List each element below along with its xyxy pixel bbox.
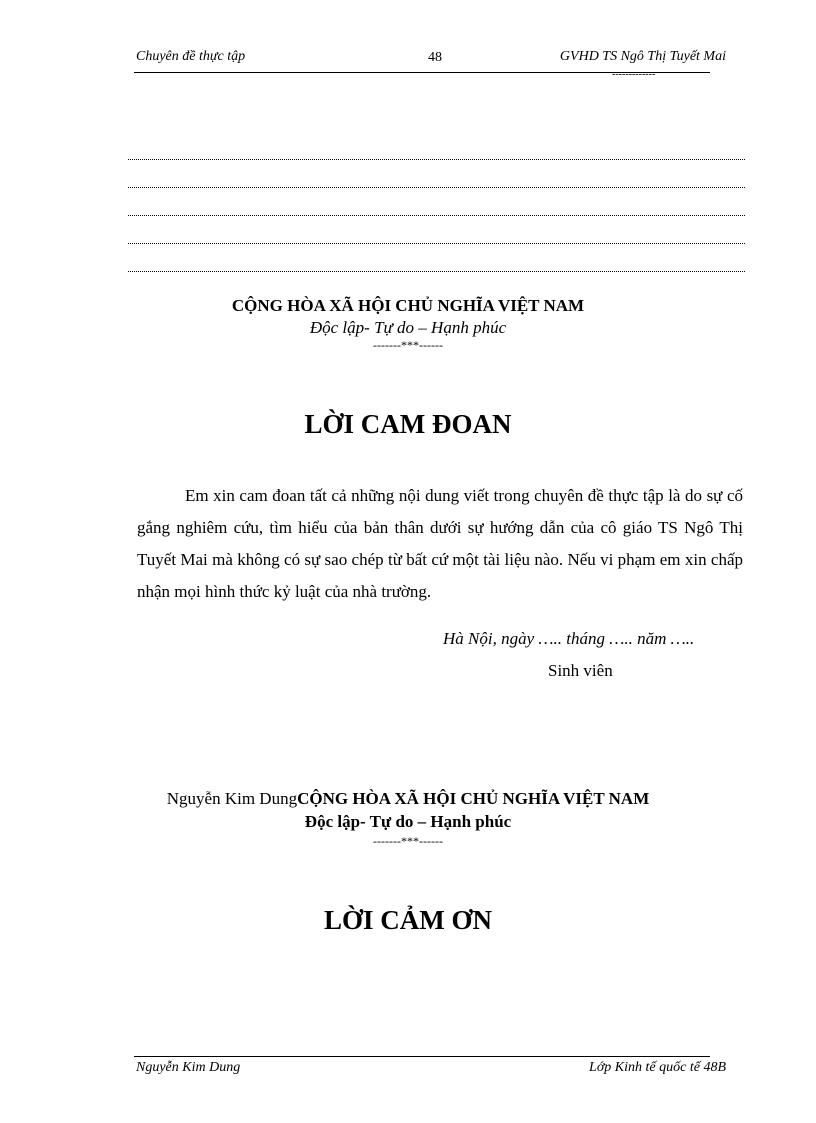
date-line: Hà Nội, ngày ….. tháng ….. năm …..: [443, 629, 695, 648]
separator-2: -------***------: [373, 834, 443, 848]
dotted-line: [128, 271, 745, 272]
motto-2: Độc lập- Tự do – Hạnh phúc: [304, 812, 512, 831]
separator: -------***------: [373, 338, 443, 352]
header-dash-trail: -------------: [612, 69, 656, 80]
page-number: 48: [428, 50, 442, 65]
page-title-commitment: LỜI CAM ĐOAN: [304, 409, 512, 439]
dotted-line: [128, 243, 745, 244]
signer-label: Sinh viên: [548, 661, 613, 680]
dotted-line: [128, 187, 745, 188]
footer-left-text: Nguyễn Kim Dung: [136, 1060, 241, 1075]
signer-name: Nguyễn Kim Dung: [166, 789, 298, 808]
motto: Độc lập- Tự do – Hạnh phúc: [309, 318, 507, 337]
footer-rule: [134, 1056, 710, 1057]
header-right-text: GVHD TS Ngô Thị Tuyết Mai: [559, 49, 726, 64]
header-left-text: Chuyên đề thực tập: [136, 49, 246, 64]
commitment-paragraph: [137, 480, 743, 608]
dotted-line: [128, 159, 745, 160]
commitment-text: Em xin cam đoan tất cả những nội dung viết trong chuyên đề thực tập là do sự cố gắng nghiêm cứu, tìm hiểu của bản thân dưới sự hướng dẫn của cô giáo TS Ngô Thị Tuyết Mai mà không có sự sao chép từ bất cứ một tài liệu nào. Nếu vi phạm em xin chấp nhận mọi hình thức kỷ luật của nhà trường.: [137, 486, 743, 601]
footer-right-text: Lớp Kinh tế quốc tế 48B: [589, 1060, 726, 1075]
nation-title: CỘNG HÒA XÃ HỘI CHỦ NGHĨA VIỆT NAM: [231, 296, 585, 315]
signature-and-nation: [0, 789, 816, 809]
nation-title-2: CỘNG HÒA XÃ HỘI CHỦ NGHĨA VIỆT NAM: [297, 789, 650, 808]
dotted-line: [128, 215, 745, 216]
page-title-thanks: LỜI CẢM ƠN: [324, 905, 492, 935]
